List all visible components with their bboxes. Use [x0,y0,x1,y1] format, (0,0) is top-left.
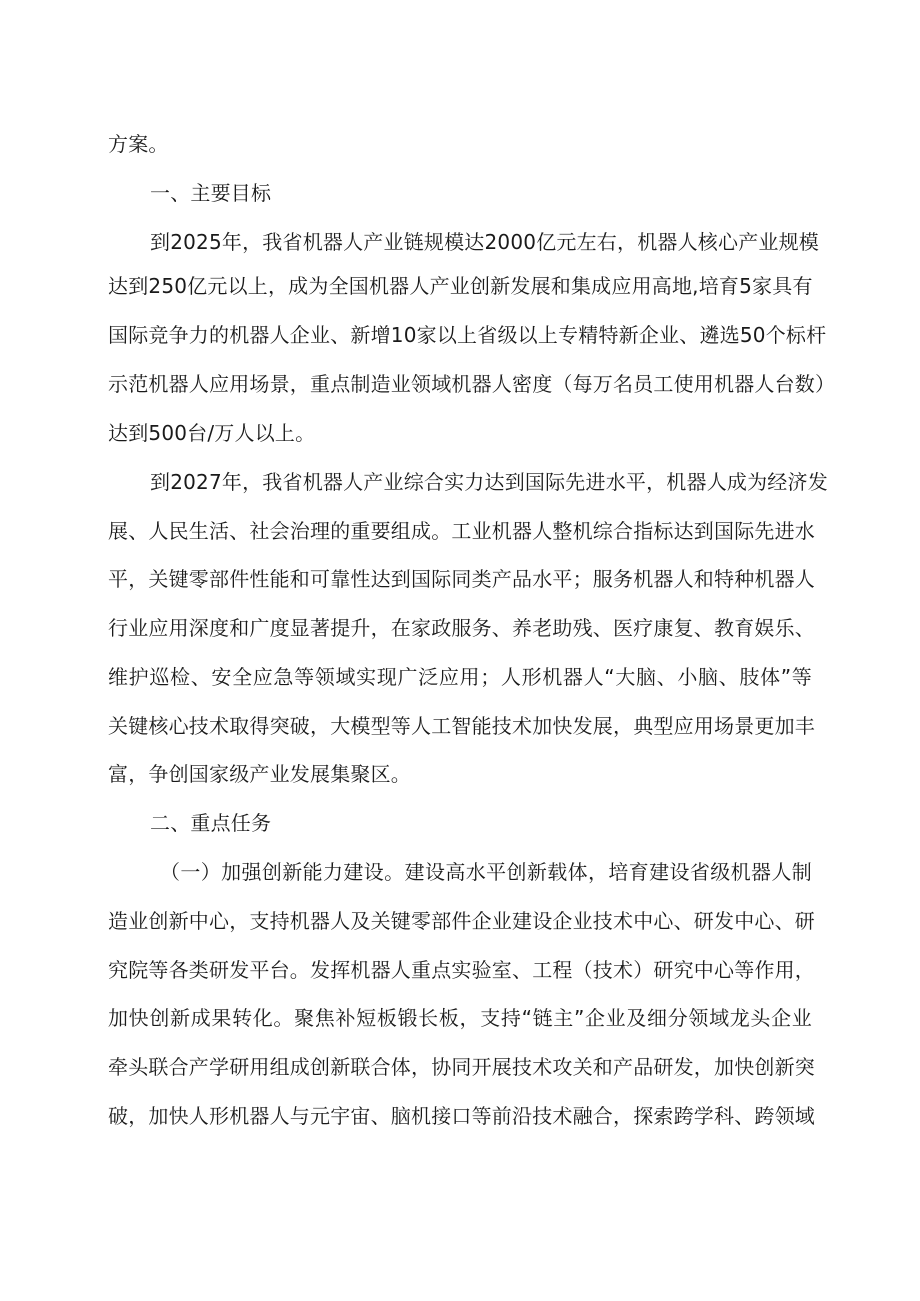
paragraph-line: 方案。 [108,132,169,156]
paragraph-line: 到2025年，我省机器人产业链规模达2000亿元左右，机器人核心产业规模 [150,230,819,254]
paragraph-line: 牵头联合产学研用组成创新联合体，协同开展技术攻关和产品研发，加快创新突 [108,1055,815,1079]
section-heading-key-tasks: 二、重点任务 [150,811,272,835]
paragraph-line: 富，争创国家级产业发展集聚区。 [108,762,411,786]
paragraph-line: 达到500台/万人以上。 [108,421,316,445]
paragraph-line: 关键核心技术取得突破，大模型等人工智能技术加快发展，典型应用场景更加丰 [108,714,815,738]
paragraph-line: 示范机器人应用场景，重点制造业领域机器人密度（每万名员工使用机器人台数） [108,372,836,396]
paragraph-line: 究院等各类研发平台。发挥机器人重点实验室、工程（技术）研究中心等作用， [108,958,815,982]
paragraph-line: 行业应用深度和广度显著提升，在家政服务、养老助残、医疗康复、教育娱乐、 [108,616,815,640]
paragraph-line: 加快创新成果转化。聚焦补短板锻长板，支持“链主”企业及细分领域龙头企业 [108,1006,812,1030]
paragraph-line: （一）加强创新能力建设。建设高水平创新载体，培育建设省级机器人制 [160,860,812,884]
paragraph-line: 平，关键零部件性能和可靠性达到国际同类产品水平；服务机器人和特种机器人 [108,567,815,591]
paragraph-line: 破，加快人形机器人与元宇宙、脑机接口等前沿技术融合，探索跨学科、跨领域 [108,1104,815,1128]
paragraph-line: 达到250亿元以上，成为全国机器人产业创新发展和集成应用高地,培育5家具有 [108,274,813,298]
section-heading-main-goals: 一、主要目标 [150,181,272,205]
paragraph-line: 展、人民生活、社会治理的重要组成。工业机器人整机综合指标达到国际先进水 [108,519,815,543]
paragraph-line: 造业创新中心，支持机器人及关键零部件企业建设企业技术中心、研发中心、研 [108,909,815,933]
paragraph-line: 维护巡检、安全应急等领域实现广泛应用；人形机器人“大脑、小脑、肢体”等 [108,665,812,689]
paragraph-line: 国际竞争力的机器人企业、新增10家以上省级以上专精特新企业、遴选50个标杆 [108,323,827,347]
paragraph-line: 到2027年，我省机器人产业综合实力达到国际先进水平，机器人成为经济发 [150,470,828,494]
